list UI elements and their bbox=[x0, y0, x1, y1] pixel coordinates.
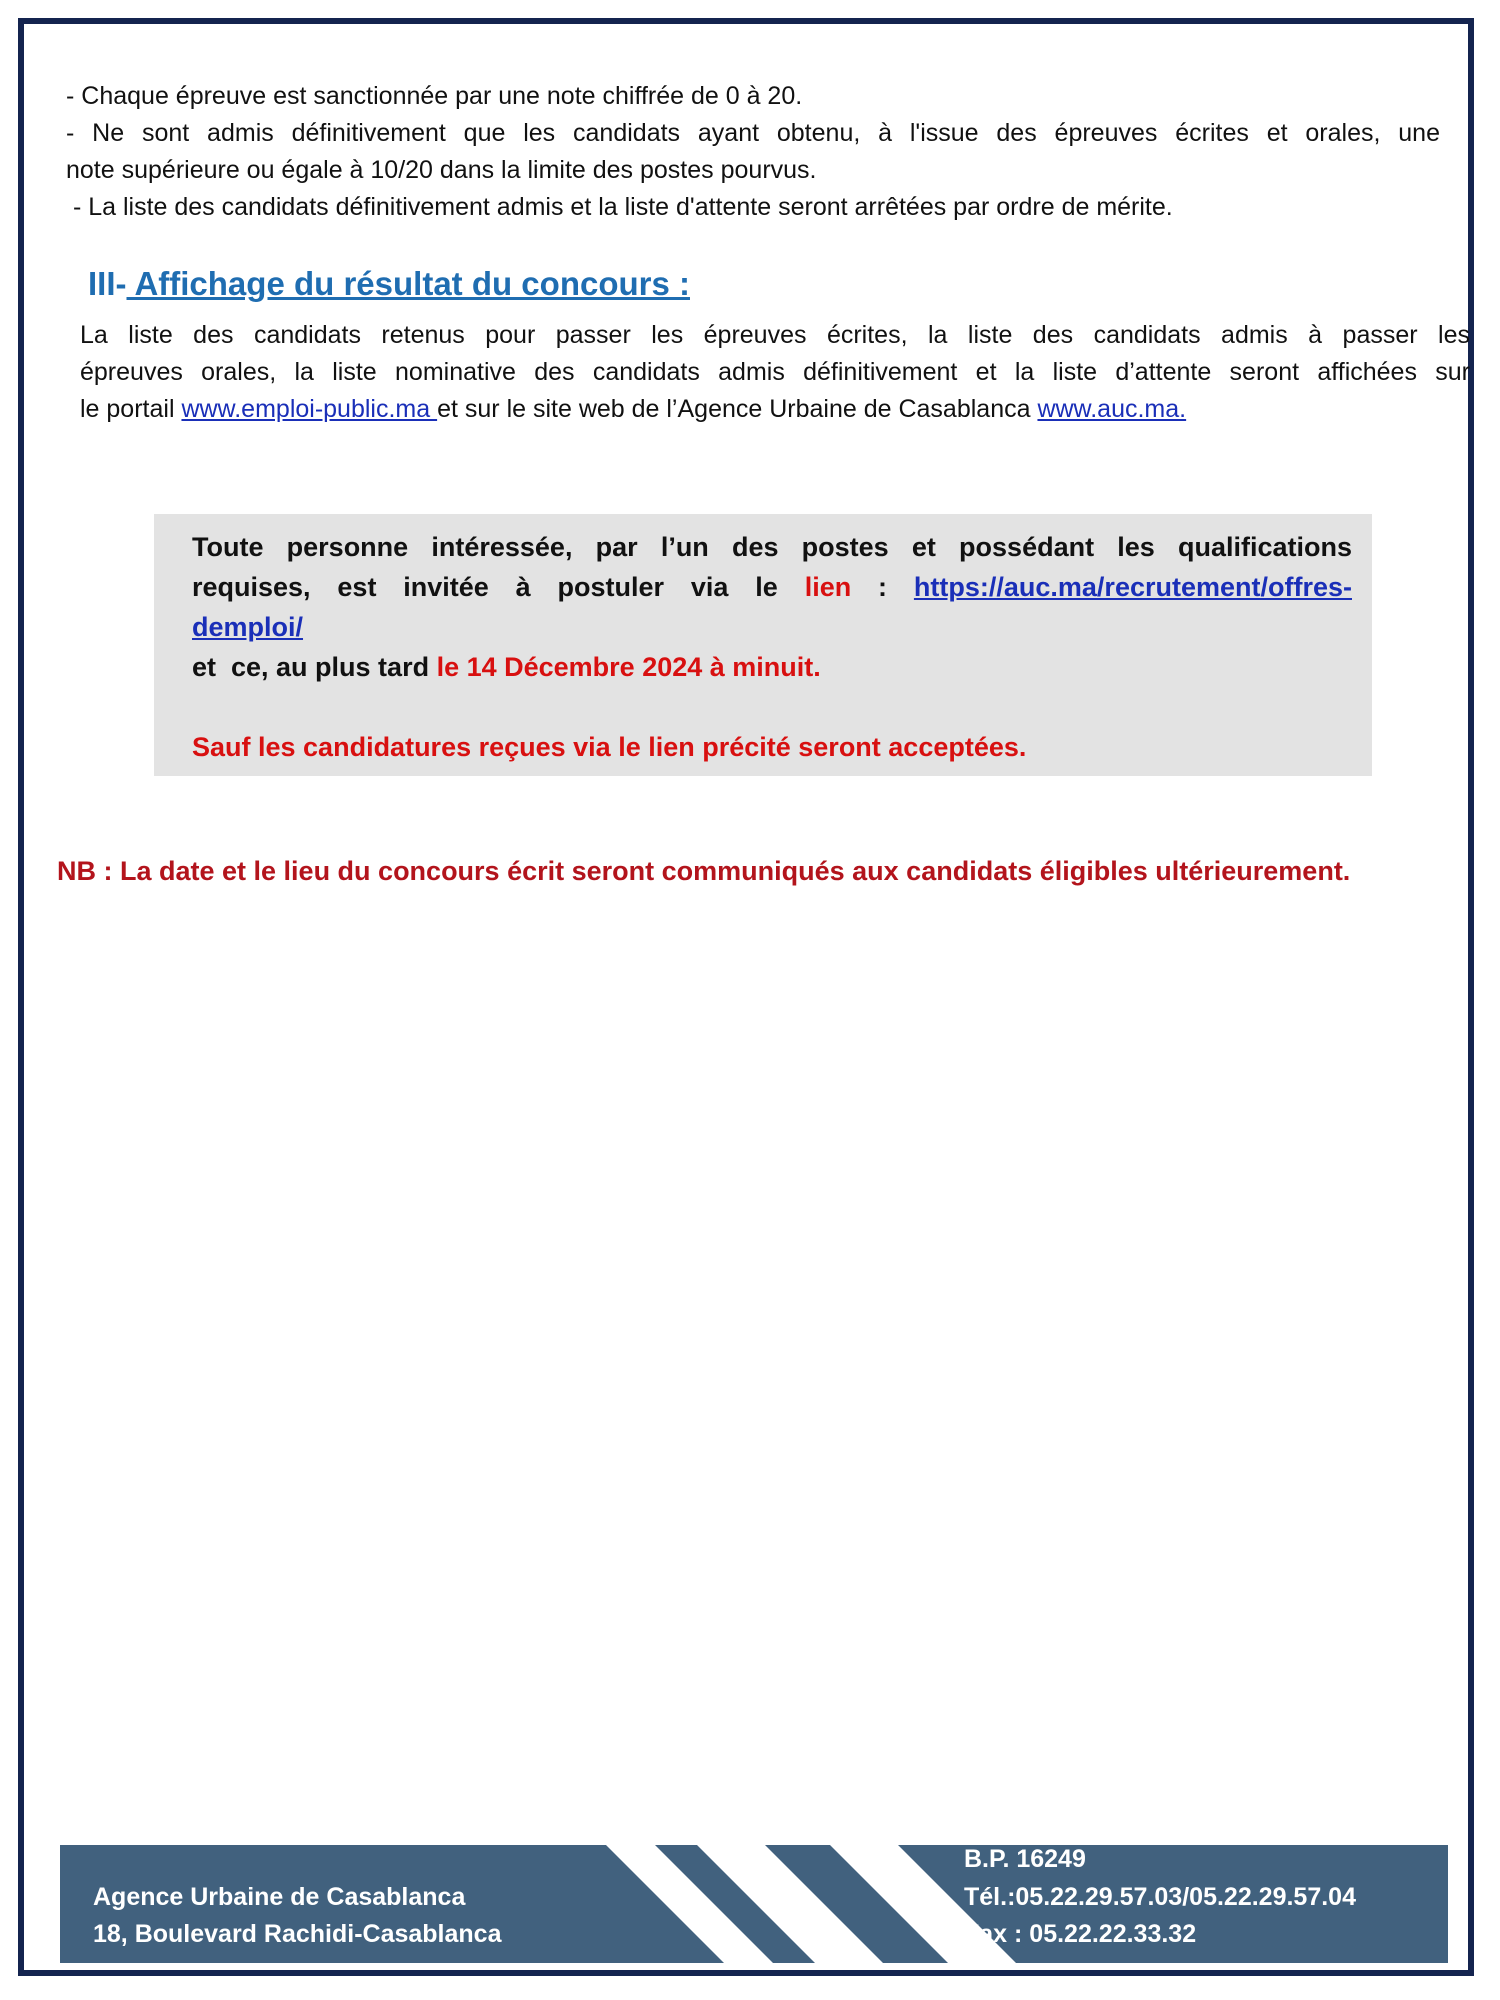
footer-fax: Fax : 05.22.22.33.32 bbox=[964, 1920, 1197, 1948]
notice-lien-word: lien bbox=[804, 572, 852, 602]
notice-line-2 bbox=[192, 567, 1352, 607]
rule-line-1: - Chaque épreuve est sanctionnée par une note chiffrée de 0 à 20. bbox=[66, 82, 803, 110]
emploi-public-link[interactable]: www.emploi-public.ma bbox=[181, 395, 438, 423]
footer-bp: B.P. 16249 bbox=[964, 1845, 1086, 1873]
section-line-1: La liste des candidats retenus pour passer les épreuves écrites, la liste des candidats admis à passer les bbox=[80, 321, 1470, 349]
page-border bbox=[18, 18, 1474, 1976]
section-line-3 bbox=[80, 391, 1470, 428]
recruitment-link-part-2[interactable]: demploi/ bbox=[192, 612, 304, 642]
notice-deadline: le 14 Décembre 2024 à minuit. bbox=[436, 652, 821, 682]
footer-tel: Tél.:05.22.29.57.03/05.22.29.57.04 bbox=[964, 1883, 1356, 1911]
rule-line-2a: - Ne sont admis définitivement que les candidats ayant obtenu, à l'issue des épreuves écrites et orales, une bbox=[66, 119, 1440, 147]
footer-band bbox=[60, 1845, 1448, 1963]
notice-line-2-prefix: requises, est invitée à postuler via le bbox=[192, 572, 805, 602]
auc-site-link[interactable]: www.auc.ma. bbox=[1037, 395, 1187, 423]
section-title: Affichage du résultat du concours : bbox=[126, 265, 690, 302]
section-line-3-prefix: le portail bbox=[80, 395, 182, 423]
section-line-3-middle: et sur le site web de l’Agence Urbaine de Casablanca bbox=[437, 395, 1038, 423]
notice-line-3 bbox=[192, 607, 1352, 647]
notice-line-5: Sauf les candidatures reçues via le lien précité seront acceptées. bbox=[192, 732, 1027, 762]
notice-line-1: Toute personne intéressée, par l’un des postes et possédant les qualifications bbox=[192, 532, 1352, 562]
rule-line-2b: note supérieure ou égale à 10/20 dans la limite des postes pourvus. bbox=[66, 156, 817, 184]
notice-colon: : bbox=[851, 572, 914, 602]
section-number: III- bbox=[88, 265, 127, 302]
recruitment-link-part-1[interactable]: https://auc.ma/recrutement/offres- bbox=[913, 572, 1352, 602]
notice-line-4 bbox=[192, 647, 1352, 687]
section-line-2: épreuves orales, la liste nominative des candidats admis définitivement et la liste d’attente seront affichées sur bbox=[80, 358, 1470, 386]
rule-line-3: - La liste des candidats définitivement admis et la liste d'attente seront arrêtées par ordre de mérite. bbox=[66, 193, 1173, 221]
footer-org-name: Agence Urbaine de Casablanca bbox=[93, 1883, 466, 1911]
nb-note: NB : La date et le lieu du concours écrit seront communiqués aux candidats éligibles ultérieurement. bbox=[57, 856, 1351, 886]
notice-deadline-prefix: et ce, au plus tard bbox=[192, 652, 437, 682]
footer-address: 18, Boulevard Rachidi-Casablanca bbox=[93, 1920, 502, 1948]
section-heading bbox=[88, 265, 690, 303]
